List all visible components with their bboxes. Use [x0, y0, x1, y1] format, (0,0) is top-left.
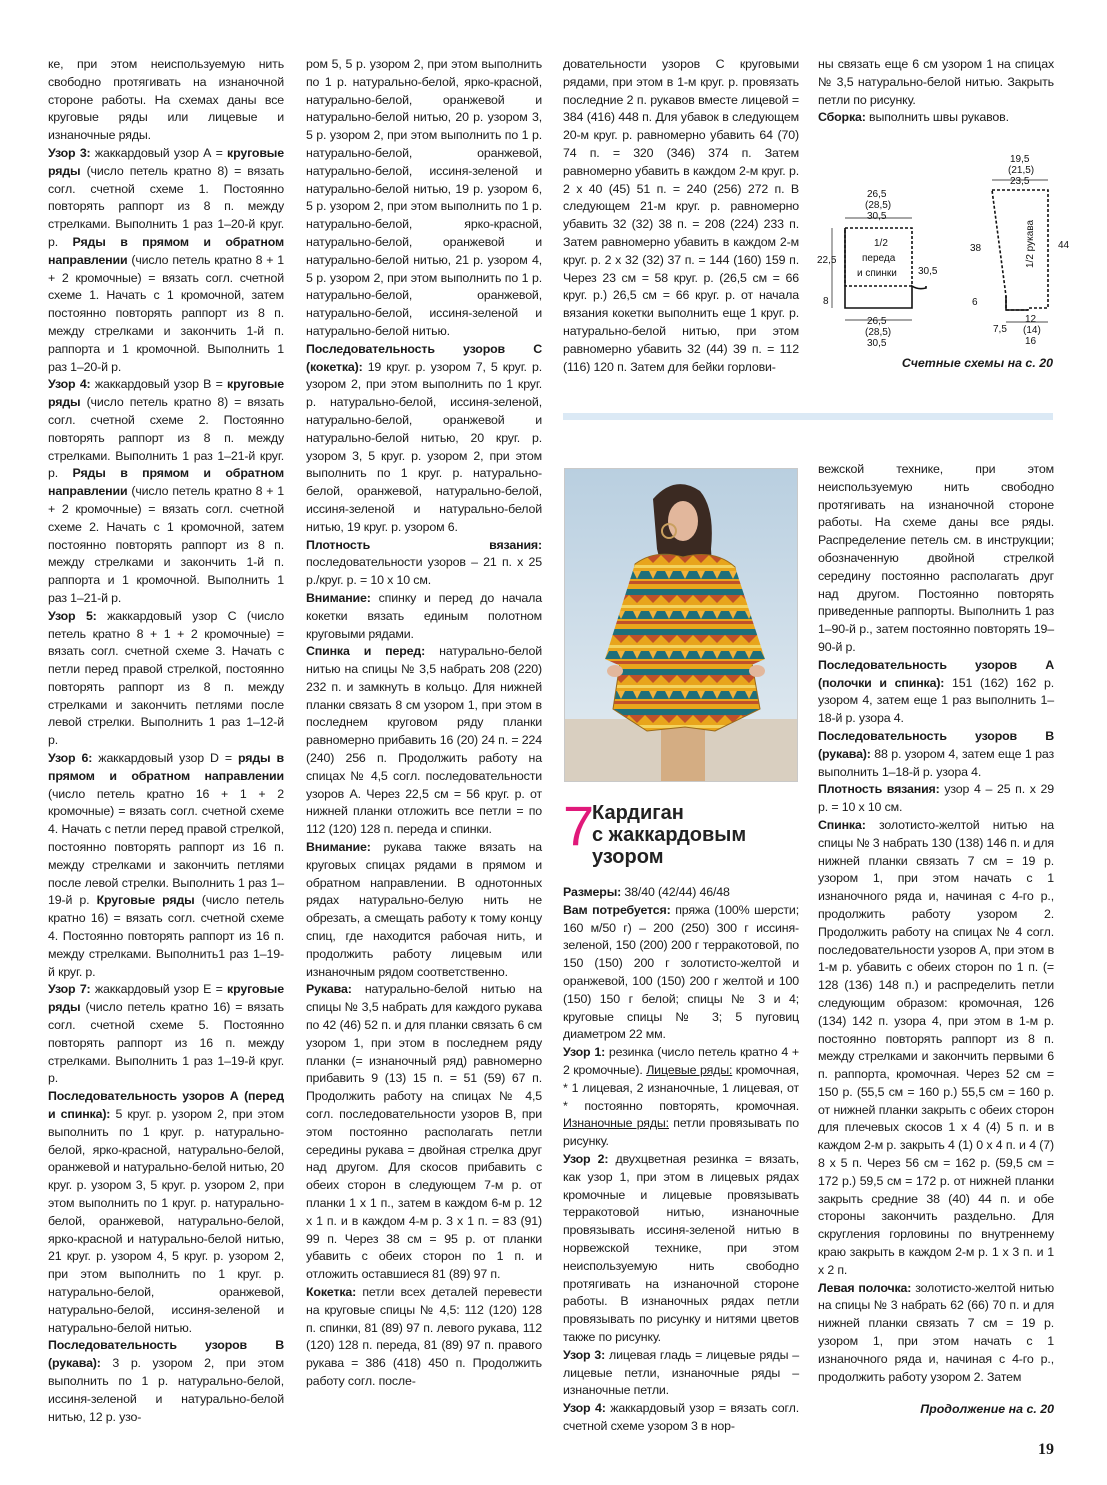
paragraph-pattern-7: Узор 7: жаккардовый узор Е = круговые ряды (число петель кратно 16) = вязать согл. счетной схеме 5. Постоянно повторять раппорт из 16 п. между стрелками. Выполнить 1 раз 1–19-й круг. р. [48, 982, 284, 1086]
sleeve-bottom-width-l: 16 [1025, 336, 1037, 347]
text-column-4 [818, 56, 1054, 127]
paragraph-pattern-6: Узор 6: жаккардовый узор D = ряды в прямом и обратном направлении (число петель кратно 16 + 1 + 2 кромочные) = вязать согл. счетной схеме 4. Начать с петли перед правой стрелкой, постоянно повторять раппорт из 16 п. между стрелками и закончить петлями после левой стрелки. Выполнить 1 раз 1–19-й р. Круговые ряды (число петель кратно 16) = вязать согл. счетной схеме 4. Постоянно повторять раппорт из 16 п. между стрелками. Выполнить1 раз 1–19-й круг. р. [48, 751, 285, 979]
schemes-reference: Счетные схемы на с. 20 [901, 356, 1053, 370]
body-top-width-l: 30,5 [867, 211, 887, 222]
sleeve-top-width: 19,5 [1010, 154, 1030, 165]
sleeve-cuff: 6 [972, 297, 978, 308]
title-line: Кардиган [592, 802, 684, 824]
sleeve-bottom-width-m: (14) [1023, 325, 1041, 336]
body-armhole: 30,5 [918, 266, 938, 277]
title-line: с жаккардовым [592, 824, 747, 846]
paragraph-pattern-4b: Узор 4: жаккардовый узор = вязать согл. счетной схеме узором 3 в нор- [563, 1401, 799, 1433]
paragraph: ны связать еще 6 см узором 1 на спицах № 3,5 натурально-белой нитью. Закрыть петли по рисунку. [818, 57, 1054, 107]
paragraph-gauge2: Плотность вязания: узор 4 – 25 п. х 29 р. = 10 х 10 см. [818, 782, 1054, 815]
paragraph-back: Спинка: золотисто-желтой нитью на спицы № 3 набрать 130 (138) 146 п. и для нижней планки связать 7 см = 19 р. узором 1, при этом начать с 1 изнаночного ряда и, начиная с 4-го р., продолжить работу узором 2. Продолжить работу на спицах № 4 согл. последовательности узоров А, при этом в 1-м р. убавить с обеих сторон по 1 п. (= 128 (136) 148 п.) и распределить петли следующим образом: кромочная, 126 (134) 142 п. узора 4, при этом в 1-м р. постоянно повторять раппорт из 8 п. между стрелками и закончить первыми 6 п. раппорта, кромочная. Через 52 см = 150 р. (55,5 см = 160 р.) 55,5 см = 160 р. от нижней планки закрыть с обеих сторон для плечевых скосов 1 х 4 (4) 5 п. и в каждом 2-м р. закрыть 4 (1) 0 х 4 п. и 4 (7) 8 х 5 п. Через 56 см = 162 р. (59,5 см = 172 р.) 59,5 см = 172 р. от нижней планки закрыть средние 38 (40) 44 п. и обе стороны закончить раздельно. Для скругления горловины по внутреннему краю закрыть в каждом 2-м р. 1 х 3 п. и 1 х 2 п. [818, 817, 1054, 1277]
page-number: 19 [1038, 1441, 1054, 1458]
paragraph: ром 5, 5 р. узором 2, при этом выполнить по 1 р. натурально-белой, ярко-красной, натурально-белой, оранжевой и натурально-белой нитью, 20 р. узором 3, 5 р. узором 2, при этом выполнить по 1 р. натурально-белой, оранжевой, натурально-белой, иссиня-зеленой и натурально-белой нитью, 19 р. узором 6, 5 р. узором 2, при этом выполнить по 1 р. натурально-белой, ярко-красной, натурально-белой, оранжевой и натурально-белой нитью, 21 р. узором 4, 5 р. узором 2, при этом выполнить по 1 р. натурально-белой, оранжевой, натурально-белой, иссиня-зеленой и натурально-белой нитью. [306, 57, 542, 338]
sleeve-top-width-l: 23,5 [1010, 176, 1030, 187]
body-hem: 8 [823, 296, 829, 307]
sleeve-width: 44 [1058, 240, 1070, 251]
paragraph-yoke: Кокетка: петли всех деталей перевести на круговые спицы № 4,5: 112 (120) 128 п. спинки, 81 (89) 97 п. левого рукава, 112 (120) 128 п. переда, 81 (89) 97 п. правого рукава = 386 (418) 450 п. Продолжить работу согл. после- [306, 1284, 542, 1388]
sleeve-cuff-left: 7,5 [993, 324, 1007, 335]
paragraph-back-front: Спинка и перед: натурально-белой нитью на спицы № 3,5 набрать 208 (220) 232 п. и замкнуть в кольцо. Для нижней планки связать 8 см узором 1, при этом в последнем круговом ряду планки равномерно прибавить 16 (20) 24 п. = 224 (240) 256 п. Продолжить работу на спицах № 4,5 согл. последовательности узоров А. Через 22,5 см = 56 круг. р. от нижней планки отложить все петли = по 112 (120) 128 п. переда и спинки. [306, 644, 542, 837]
paragraph: вежской технике, при этом неиспользуемую нить свободно протягивать на изнаночной стороне работы. На схеме даны все ряды. Распределение петель см. в инструкции; обозначенную двойной стрелкой середину постоянно располагать друг над другом. Постоянно повторять приведенные раппорты. Выполнить 1 раз 1–90-й р., затем постоянно повторять 19–90-й р. [818, 462, 1054, 654]
paragraph-attention: Внимание: спинку и перед до начала кокетки вязать единым полотном круговыми рядами. [306, 590, 542, 641]
paragraph-sequence-b: Последовательность узоров В (рукава): 3 р. узором 2, при этом выполнить по 1 р. натурально-белой, иссиня-зеленой и натурально-белой нитью, 12 р. узо- [48, 1338, 284, 1424]
body-top-width: 26,5 [867, 189, 887, 200]
text-column-2 [306, 56, 542, 1391]
body-bottom-width: 26,5 [867, 316, 887, 327]
paragraph-pattern-2: Узор 2: двухцветная резинка = вязать, как узор 1, при этом в лицевых рядах кромочные и лицевые провязывать терракотовой нитью, изнаночные провязывать иссиня-зеленой нитью в норвежской технике, при этом неиспользуемую нить свободно протягивать на изнаночной стороне работы. В изнаночных рядах петли провязывать по рисунку и нитями цветов также по рисунку. [563, 1151, 800, 1344]
body-bottom-width-m: (28,5) [865, 327, 892, 338]
text-column-1 [48, 56, 284, 1426]
sleeve-bottom-width: 12 [1025, 314, 1037, 325]
title-line: узором [592, 846, 664, 868]
body-label-front: переда [862, 253, 896, 264]
paragraph-sequence-c: Последовательность узоров С (кокетка): 19 круг. р. узором 7, 5 круг. р. узором 2, при этом выполнить по 1 круг. р. натурально-белой, иссиня-зеленой, натурально-белой, оранжевой и натурально-белой нитью, 20 круг. р. узором 3, 5 круг. р. узором 2, при этом выполнить по 1 круг. р. натурально-белой, оранжевой, натурально-белой, иссиня-зеленой и натурально-белой нитью, 19 круг. р. узором 6. [306, 341, 542, 534]
project-title-text [592, 802, 746, 868]
body-height: 22,5 [817, 255, 837, 266]
sleeve-label: 1/2 рукава [1025, 219, 1036, 268]
text-column-3 [563, 56, 799, 376]
body-bottom-width-l: 30,5 [867, 338, 887, 349]
paragraph-sequence-a2: Последовательность узоров А (полочки и спинка): 151 (162) 162 р. узором 4, затем еще 1 раз выполнить 1–18-й р. узора 4. [818, 657, 1055, 726]
paragraph-sizes: Размеры: 38/40 (42/44) 46/48 [563, 885, 730, 899]
paragraph-assembly: Сборка: выполнить швы рукавов. [818, 110, 1009, 125]
paragraph-sequence-a: Последовательность узоров А (перед и спинка): 5 круг. р. узором 2, при этом выполнить по 1 круг. р. натурально-белой, ярко-красной, натурально-белой, оранжевой и натурально-белой нитью, 20 круг. р. узором 3, 5 круг. р. узором 2, при этом выполнить по 1 круг. р. натурально-белой, оранжевой, натурально-белой, ярко-красной и натурально-белой нитью, 21 круг. р. узором 4, 5 круг. р. узором 2, при этом выполнить по 1 круг. р. натурально-белой, оранжевой, натурально-белой, иссиня-зеленой и натурально-белой нитью. [48, 1089, 284, 1335]
paragraph: ке, при этом неиспользуемую нить свободно протягивать на изнаночной стороне работы. На схемах даны все круговые ряды или лицевые и изнаночные ряды. [48, 57, 284, 143]
sleeve-top-width-m: (21,5) [1008, 165, 1035, 176]
paragraph: довательности узоров С круговыми рядами, при этом в 1-м круг. р. провязать последние 2 п. рукавов вместе лицевой = 384 (416) 448 п. Для убавок в следующем 20-м круг. р. равномерно убавить 64 (70) 74 п. = 320 (346) 374 п. Затем равномерно убавить в каждом 2-м круг. р. 2 х 40 (45) 51 п. = 240 (256) 272 п. В следующем 21-м круг. р. равномерно убавить 32 (32) 38 п. = 208 (224) 233 п. Затем равномерно убавить в каждом 2-м круг. р. 2 х 32 (32) 37 п. = 144 (160) 159 п. Через 23 см = 58 круг. р. (26,5 см = 66 круг. р.) 26,5 см = 66 круг. р. от начала вязания кокетки выполнить еще 1 круг. р. натурально-белой нитью, при этом равномерно убавить 32 (44) 39 п. = 112 (116) 120 п. Затем для бейки горлови- [563, 57, 799, 374]
paragraph-gauge: Плотность вязания: последовательности узоров – 21 п. х 25 р./круг. р. = 10 х 10 см. [306, 537, 542, 588]
paragraph-pattern-3: Узор 3: жаккардовый узор А = круговые ряды (число петель кратно 8) = вязать согл. счетной схеме 1. Постоянно повторять раппорт из 8 п. между стрелками. Выполнить 1 раз 1–20-й круг. р. Ряды в прямом и обратном направлении (число петель кратно 8 + 1 + 2 кромочные) = вязать согл. счетной схеме 1. Начать с 1 кромочной, затем постоянно повторять раппорт из 8 п. между стрелками и закончить 1-й п. раппорта и 1 кромочной. Выполнить 1 раз 1–20-й р. [48, 145, 284, 374]
text-column-5 [563, 884, 799, 1436]
cardigan-photo [564, 468, 798, 782]
text-column-6 [818, 461, 1054, 1386]
paragraph-materials: Вам потребуется: пряжа (100% шерсти; 160 м/50 г) – 200 (250) 300 г иссиня-зеленой, 150 (200) 200 г терракотовой, по 150 (150) 200 г золотисто-желтой и оранжевой, 100 (150) 200 г желтой и 100 (150) 150 г белой; спицы № 3 и 4; круговые спицы № 3; 5 пуговиц диаметром 22 мм. [563, 902, 799, 1042]
body-label-half: 1/2 [874, 238, 888, 249]
cardigan-illustration [565, 469, 797, 781]
paragraph-attention-sleeves: Внимание: рукава также вязать на круговых спицах рядами в прямом и обратном направлении. В однотонных рядах натурально-белую нить не обрезать, а смещать работу к тому концу спиц, где находится рабочая нить, и продолжить работу лицевым или изнаночным рядом соответственно. [306, 840, 542, 979]
body-top-width-m: (28,5) [865, 200, 892, 211]
paragraph-pattern-4: Узор 4: жаккардовый узор В = круговые ряды (число петель кратно 8) = вязать согл. счетной схеме 2. Постоянно повторять раппорт из 8 п. между стрелками. Выполнить 1 раз 1–21-й круг. р. Ряды в прямом и обратном направлении (число петель кратно 8 + 1 + 2 кромочные) = вязать согл. счетной схеме 2. Начать с 1 кромочной, затем постоянно повторять раппорт из 8 п. между стрелками и закончить 1-й п. раппорта и 1 кромочной. Выполнить 1 раз 1–21-й р. [48, 377, 284, 605]
body-label-back: и спинки [857, 268, 897, 279]
sleeve-schematic [992, 180, 1048, 322]
continued-reference: Продолжение на с. 20 [920, 1402, 1054, 1416]
paragraph-sleeves: Рукава: натурально-белой нитью на спицы № 3,5 набрать для каждого рукава по 42 (46) 52 п. и для планки связать 6 см узором 1, при этом в последнем ряду планки (= изнаночный ряд) равномерно прибавить 9 (13) 15 п. = 51 (59) 67 п. Продолжить работу на спицах № 4,5 согл. последовательности узоров В, при этом постоянно располагать петли середины рукава = двойная стрелка друг над другом. Для скосов прибавить с обеих сторон в следующем 7-м р. от планки 1 х 1 п., затем в каждом 6-м р. 12 х 1 п. и в каждом 4-м р. 3 х 1 п. = 83 (91) 99 п. Через 38 см = 95 р. от планки убавить с обеих сторон по 1 п. и отложить оставшиеся 81 (89) 97 п. [306, 982, 542, 1282]
paragraph-pattern-3b: Узор 3: лицевая гладь = лицевые ряды – лицевые петли, изнаночные ряды – изнаночные петли. [563, 1347, 799, 1398]
project-number: 7 [563, 794, 595, 857]
garment-schematic [812, 148, 1072, 353]
section-divider [563, 413, 1053, 420]
paragraph-pattern-5: Узор 5: жаккардовый узор С (число петель кратно 8 + 1 + 2 кромочные) = вязать согл. счетной схеме 3. Начать с петли перед правой стрелкой, постоянно повторять раппорт из 8 п. между стрелками и закончить петлями после левой стрелки. Выполнить 1 раз 1–12-й р. [48, 608, 284, 748]
sleeve-length: 38 [970, 243, 982, 254]
paragraph-sequence-b2: Последовательность узоров В (рукава): 88 р. узором 4, затем еще 1 раз выполнить 1–18-й р. узора 4. [818, 728, 1054, 779]
project-title [563, 794, 799, 880]
paragraph-left-front: Левая полочка: золотисто-желтой нитью на спицы № 3 набрать 62 (66) 70 п. и для нижней планки связать 7 см = 19 р. узором 1, при этом начать с 1 изнаночного ряда и, начиная с 4-го р., продолжить работу узором 2. Затем [818, 1280, 1054, 1384]
paragraph-pattern-1: Узор 1: резинка (число петель кратно 4 + 2 кромочные). Лицевые ряды: кромочная, * 1 лицевая, 2 изнаночные, 1 лицевая, от * постоянно повторять, кромочная. Изнаночные ряды: петли провязывать по рисунку. [563, 1045, 799, 1149]
